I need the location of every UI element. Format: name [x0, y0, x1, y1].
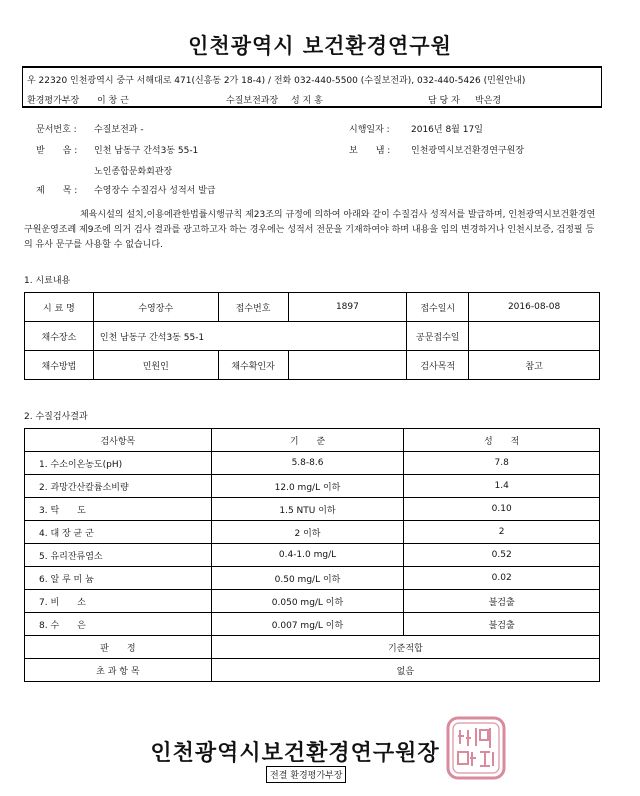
col-item-header: 검사항목: [25, 429, 212, 452]
table-row: [25, 567, 600, 590]
table-row: [25, 613, 600, 636]
recipient-line1: 인천 남동구 간석3동 55-1: [94, 146, 199, 156]
dept-head-name: 이 창 근: [97, 96, 129, 106]
row-item: 2. 과망간산칼륨소비량: [25, 475, 212, 498]
judgement-value: 기준적합: [211, 636, 599, 659]
row-standard: 2 이하: [211, 521, 404, 544]
header-info-box: [22, 66, 602, 108]
row-item: 1. 수소이온농도(pH): [25, 452, 212, 475]
sender-label: 보 냄 :: [349, 146, 391, 156]
location-value: 인천 남동구 간석3동 55-1: [93, 322, 406, 351]
document-title: 인천광역시 보건환경연구원: [188, 34, 452, 58]
purpose-label: 검사목적: [407, 351, 469, 380]
doc-no: 수질보전과 -: [94, 125, 144, 135]
confirmer-value: [288, 351, 407, 380]
receipt-date-label: 접수일시: [407, 293, 469, 322]
section-chief-label: 수질보전과장: [226, 96, 279, 106]
exceed-value: 없음: [211, 659, 599, 682]
row-standard: 12.0 mg/L 이하: [211, 475, 404, 498]
recipient-line2: 노인종합문화회관장: [94, 167, 173, 177]
location-label: 채수장소: [25, 322, 94, 351]
table-row: [25, 544, 600, 567]
table-row: [25, 452, 600, 475]
row-item: 8. 수 은: [25, 613, 212, 636]
sample-name: 수영장수: [93, 293, 218, 322]
section1-heading: 1. 시료내용: [24, 276, 71, 286]
row-item: 6. 알 루 미 늄: [25, 567, 212, 590]
exceed-label: 초 과 항 목: [25, 659, 212, 682]
sample-info-table: [24, 292, 600, 380]
table-row: [25, 521, 600, 544]
receipt-no-label: 접수번호: [218, 293, 288, 322]
body-paragraph: 체육시설의 설치,이용에관한법률시행규칙 제23조의 규정에 의하여 아래와 같이 수질검사 성적서를 발급하며, 인천광역시보건환경연구원운영조례 제9조에 의거 검사 결과를 광고하고자 하는 경우에는 성적서 전문을 기재하여야 하며 내용을 임의 변경하거나 인천시보증, 검정필 등의 유사 문구를 사용할 수 없습니다.: [24, 210, 596, 250]
table-row: [25, 475, 600, 498]
method-value: 민원인: [93, 351, 218, 380]
dept-head-label: 환경평가부장: [27, 96, 80, 106]
row-result: 불검출: [404, 590, 600, 613]
sample-name-label: 시 료 명: [25, 293, 94, 322]
row-standard: 0.007 mg/L 이하: [211, 613, 404, 636]
issuer-name: 인천광역시보건환경연구원장: [150, 741, 440, 766]
row-result: 2: [404, 521, 600, 544]
section-chief-name: 성 지 홍: [291, 96, 323, 106]
date-label: 시행일자 :: [349, 125, 390, 135]
doc-no-label: 문서번호 :: [36, 125, 77, 135]
row-result: 0.10: [404, 498, 600, 521]
receipt-date: 2016-08-08: [469, 293, 600, 322]
row-result: 7.8: [404, 452, 600, 475]
address-line: 우 22320 인천광역시 중구 서해대로 471(신흥동 2가 18-4) / 전화 032-440-5500 (수질보전과), 032-440-5426 (민원안내): [27, 76, 526, 86]
date-value: 2016년 8월 17일: [411, 125, 483, 135]
row-result: 0.52: [404, 544, 600, 567]
receipt-no: 1897: [288, 293, 407, 322]
subject-label: 제 목 :: [36, 186, 78, 196]
col-standard-header: 기 준: [211, 429, 404, 452]
sender-value: 인천광역시보건환경연구원장: [411, 146, 525, 156]
test-results-table: [24, 428, 600, 682]
row-result: 1.4: [404, 475, 600, 498]
purpose-value: 참고: [469, 351, 600, 380]
official-receipt-label: 공문접수일: [407, 322, 469, 351]
officer-name: 박은경: [475, 96, 502, 106]
row-result: 불검출: [404, 613, 600, 636]
official-seal-icon: [446, 716, 506, 780]
recipient-label: 받 음 :: [36, 146, 78, 156]
section2-heading: 2. 수질검사결과: [24, 412, 88, 422]
method-label: 채수방법: [25, 351, 94, 380]
table-row: [25, 498, 600, 521]
row-standard: 0.50 mg/L 이하: [211, 567, 404, 590]
col-result-header: 성 적: [404, 429, 600, 452]
delegation-box: 전결 환경평가부장: [266, 766, 346, 783]
judgement-label: 판 정: [25, 636, 212, 659]
row-result: 0.02: [404, 567, 600, 590]
row-standard: 1.5 NTU 이하: [211, 498, 404, 521]
row-standard: 0.4-1.0 mg/L: [211, 544, 404, 567]
row-standard: 0.050 mg/L 이하: [211, 590, 404, 613]
official-receipt-value: [469, 322, 600, 351]
row-standard: 5.8-8.6: [211, 452, 404, 475]
confirmer-label: 채수확인자: [218, 351, 288, 380]
officer-label: 담 당 자: [428, 96, 460, 106]
subject-value: 수영장수 수질검사 성적서 발급: [94, 186, 216, 196]
row-item: 7. 비 소: [25, 590, 212, 613]
row-item: 3. 탁 도: [25, 498, 212, 521]
row-item: 5. 유리잔류염소: [25, 544, 212, 567]
table-row: [25, 590, 600, 613]
row-item: 4. 대 장 균 군: [25, 521, 212, 544]
